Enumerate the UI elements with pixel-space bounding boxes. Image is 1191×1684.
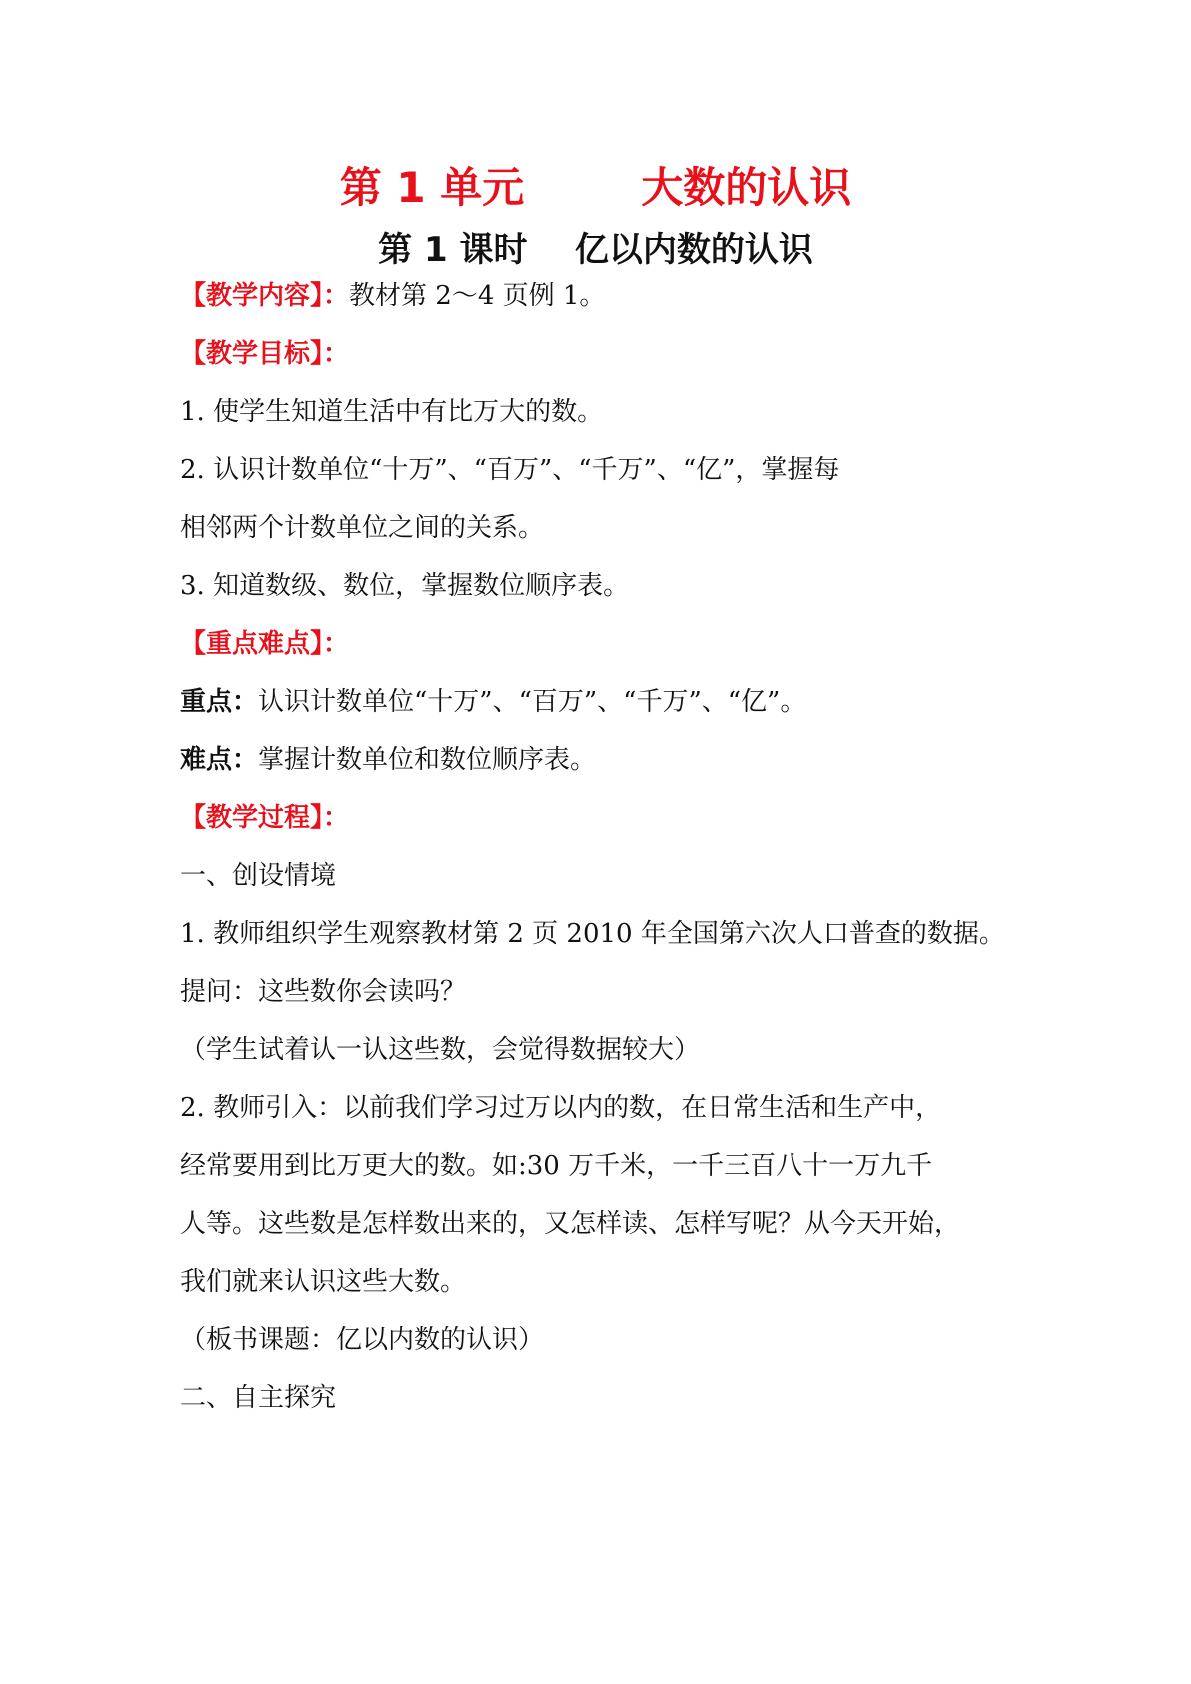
keypoints-line [180, 624, 1060, 664]
paragraph-8: （板书课题：亿以内数的认识） [180, 1325, 545, 1355]
lesson-title: 第 1 课时 亿以内数的认识 [378, 230, 813, 270]
paragraph-1: 1. 教师组织学生观察教材第 2 页 2010 年全国第六次人口普查的数据。 [180, 919, 1005, 949]
key-point-line [180, 682, 1060, 722]
goal-item-2: 2. 认识计数单位“十万”、“百万”、“千万”、“亿”，掌握每 [180, 455, 840, 485]
difficulty-text: 掌握计数单位和数位顺序表。 [258, 745, 597, 775]
difficulty-line [180, 740, 1060, 780]
key-point-label: 重点： [180, 687, 259, 717]
teaching-goals-line [180, 334, 1060, 374]
paragraph-4: 2. 教师引入：以前我们学习过万以内的数，在日常生活和生产中， [180, 1093, 942, 1123]
goal-item-3: 3. 知道数级、数位，掌握数位顺序表。 [180, 571, 630, 601]
paragraph-2: 提问：这些数你会读吗？ [180, 977, 467, 1007]
teaching-content-text: 教材第 2～4 页例 1。 [349, 281, 606, 311]
paragraph-5: 经常要用到比万更大的数。如:30 万千米，一千三百八十一万九千 [180, 1151, 933, 1181]
paragraph-6: 人等。这些数是怎样数出来的，又怎样读、怎样写呢？从今天开始， [180, 1209, 961, 1239]
paragraph-7: 我们就来认识这些大数。 [180, 1267, 467, 1297]
keypoints-label: 【重点难点】： [180, 629, 350, 659]
key-point-text: 认识计数单位“十万”、“百万”、“千万”、“亿”。 [258, 687, 807, 717]
teaching-process-label: 【教学过程】： [180, 803, 350, 833]
teaching-process-line [180, 798, 1060, 838]
goal-item-2-cont: 相邻两个计数单位之间的关系。 [180, 513, 545, 543]
paragraph-3: （学生试着认一认这些数，会觉得数据较大） [180, 1035, 701, 1065]
unit-title: 第 1 单元 大数的认识 [339, 163, 852, 212]
step-2-heading: 二、自主探究 [180, 1383, 337, 1413]
step-1-heading: 一、创设情境 [180, 861, 337, 891]
teaching-content-label: 【教学内容】： [180, 281, 350, 311]
goal-item-1: 1. 使学生知道生活中有比万大的数。 [180, 397, 604, 427]
difficulty-label: 难点： [180, 745, 259, 775]
teaching-goals-label: 【教学目标】： [180, 339, 350, 369]
teaching-content-line [180, 276, 1060, 316]
